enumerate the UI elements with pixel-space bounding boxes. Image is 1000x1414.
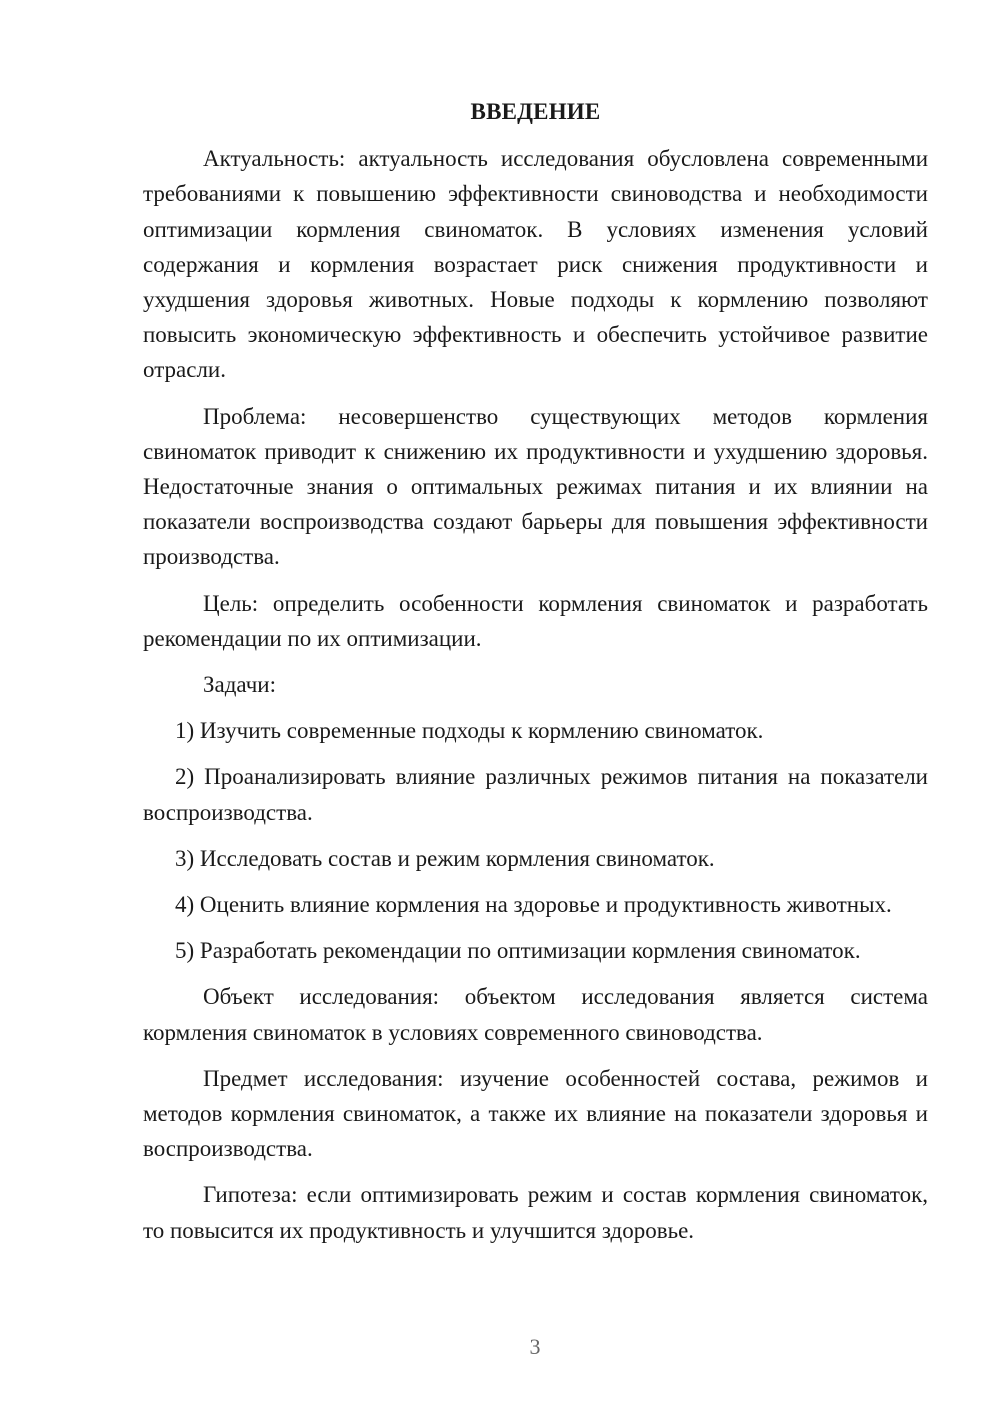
paragraph-goal: Цель: определить особенности кормления свиноматок и разработать рекомендации по их оптимизации. <box>143 590 928 651</box>
page-content <box>143 94 928 1259</box>
task-item-3: 3) Исследовать состав и режим кормления свиноматок. <box>175 845 715 871</box>
task-item-5: 5) Разработать рекомендации по оптимизации кормления свиноматок. <box>175 938 861 964</box>
paragraph-object: Объект исследования: объектом исследования является система кормления свиноматок в условиях современного свиноводства. <box>143 984 928 1045</box>
page-number: 3 <box>529 1334 541 1359</box>
paragraph-hypothesis: Гипотеза: если оптимизировать режим и состав кормления свиноматок, то повысится их продуктивность и улучшится здоровье. <box>143 1182 928 1243</box>
section-heading: ВВЕДЕНИЕ <box>470 99 601 124</box>
paragraph-problem: Проблема: несовершенство существующих методов кормления свиноматок приводит к снижению их продуктивности и ухудшению здоровья. Недостаточные знания о оптимальных режимах питания и их влиянии на показатели воспроизводства создают барьеры для повышения эффективности производства. <box>143 403 928 570</box>
paragraph-subject: Предмет исследования: изучение особенностей состава, режимов и методов кормления свиноматок, а также их влияние на показатели здоровья и воспроизводства. <box>143 1065 928 1162</box>
tasks-label: Задачи: <box>203 672 276 698</box>
task-item-4: 4) Оценить влияние кормления на здоровье и продуктивность животных. <box>175 892 892 918</box>
task-item-1: 1) Изучить современные подходы к кормлению свиноматок. <box>175 718 764 744</box>
paragraph-relevance: Актуальность: актуальность исследования обусловлена современными требованиями к повышению эффективности свиноводства и необходимости оптимизации кормления свиноматок. В условиях изменения условий содержания и кормления возрастает риск снижения продуктивности и ухудшения здоровья животных. Новые подходы к кормлению позволяют повысить экономическую эффективность и обеспечить устойчивое развитие отрасли. <box>143 146 928 383</box>
task-item-2: 2) Проанализировать влияние различных режимов питания на показатели воспроизводства. <box>143 764 928 825</box>
